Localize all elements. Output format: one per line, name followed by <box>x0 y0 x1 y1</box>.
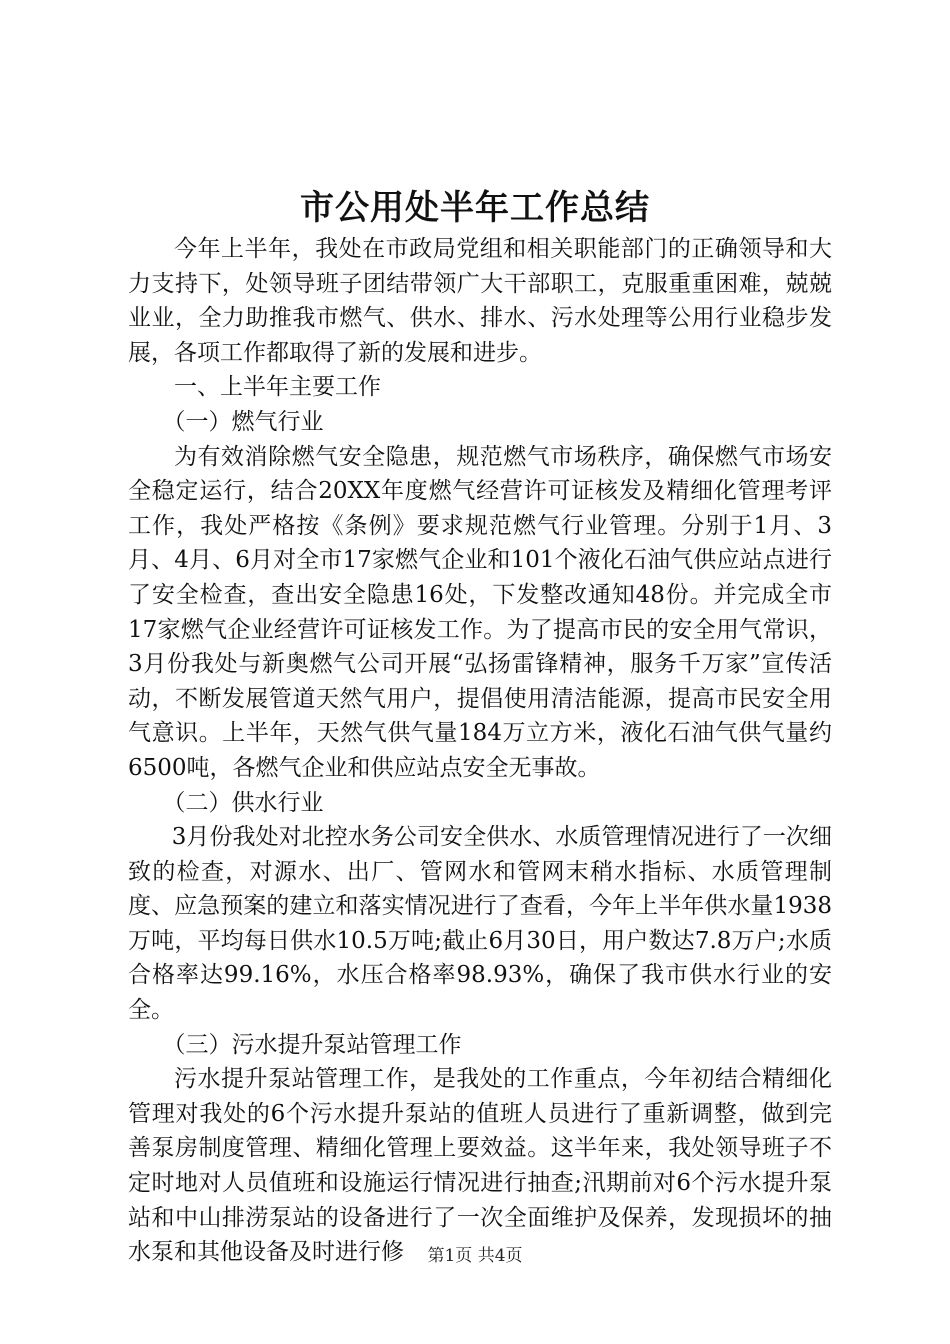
document-title: 市公用处半年工作总结 <box>300 188 650 228</box>
page-number: 第1页 共4页 <box>427 1246 523 1266</box>
section-heading-1: 一、上半年主要工作 <box>174 374 381 401</box>
sewage-paragraph: 污水提升泵站管理工作，是我处的工作重点，今年初结合精细化管理对我处的6个污水提升泵站的值班人员进行了重新调整，做到完善泵房制度管理、精细化管理上要效益。这半年来，我处领导班子不定时地对人员值班和设施运行情况进行抽查;汛期前对6个污水提升泵站和中山排涝泵站的设备进行了一次全面维护及保养，发现损坏的抽水泵和其他设备及时进行修 <box>128 1066 832 1266</box>
subsection-heading-water: （二）供水行业 <box>162 789 324 816</box>
intro-paragraph: 今年上半年，我处在市政局党组和相关职能部门的正确领导和大力支持下，处领导班子团结带领广大干部职工，克服重重困难，兢兢业业，全力助推我市燃气、供水、排水、污水处理等公用行业稳步发展，各项工作都取得了新的发展和进步。 <box>128 236 832 366</box>
document-body <box>128 232 832 1270</box>
water-paragraph: 3月份我处对北控水务公司安全供水、水质管理情况进行了一次细致的检查，对源水、出厂、管网水和管网末稍水指标、水质管理制度、应急预案的建立和落实情况进行了查看，今年上半年供水量1938万吨，平均每日供水10.5万吨;截止6月30日，用户数达7.8万户;水质合格率达99.16%，水压合格率98.93%，确保了我市供水行业的安全。 <box>128 824 832 1024</box>
gas-paragraph: 为有效消除燃气安全隐患，规范燃气市场秩序，确保燃气市场安全稳定运行，结合20XX年度燃气经营许可证核发及精细化管理考评工作，我处严格按《条例》要求规范燃气行业管理。分别于1月、3月、4月、6月对全市17家燃气企业和101个液化石油气供应站点进行了安全检查，查出安全隐患16处，下发整改通知48份。并完成全市17家燃气企业经营许可证核发工作。为了提高市民的安全用气常识，3月份我处与新奥燃气公司开展“弘扬雷锋精神，服务千万家”宣传活动，不断发展管道天然气用户，提倡使用清洁能源，提高市民安全用气意识。上半年，天然气供气量184万立方米，液化石油气供气量约6500吨，各燃气企业和供应站点安全无事故。 <box>128 443 832 781</box>
subsection-heading-sewage: （三）污水提升泵站管理工作 <box>162 1031 462 1058</box>
subsection-heading-gas: （一）燃气行业 <box>162 408 324 435</box>
